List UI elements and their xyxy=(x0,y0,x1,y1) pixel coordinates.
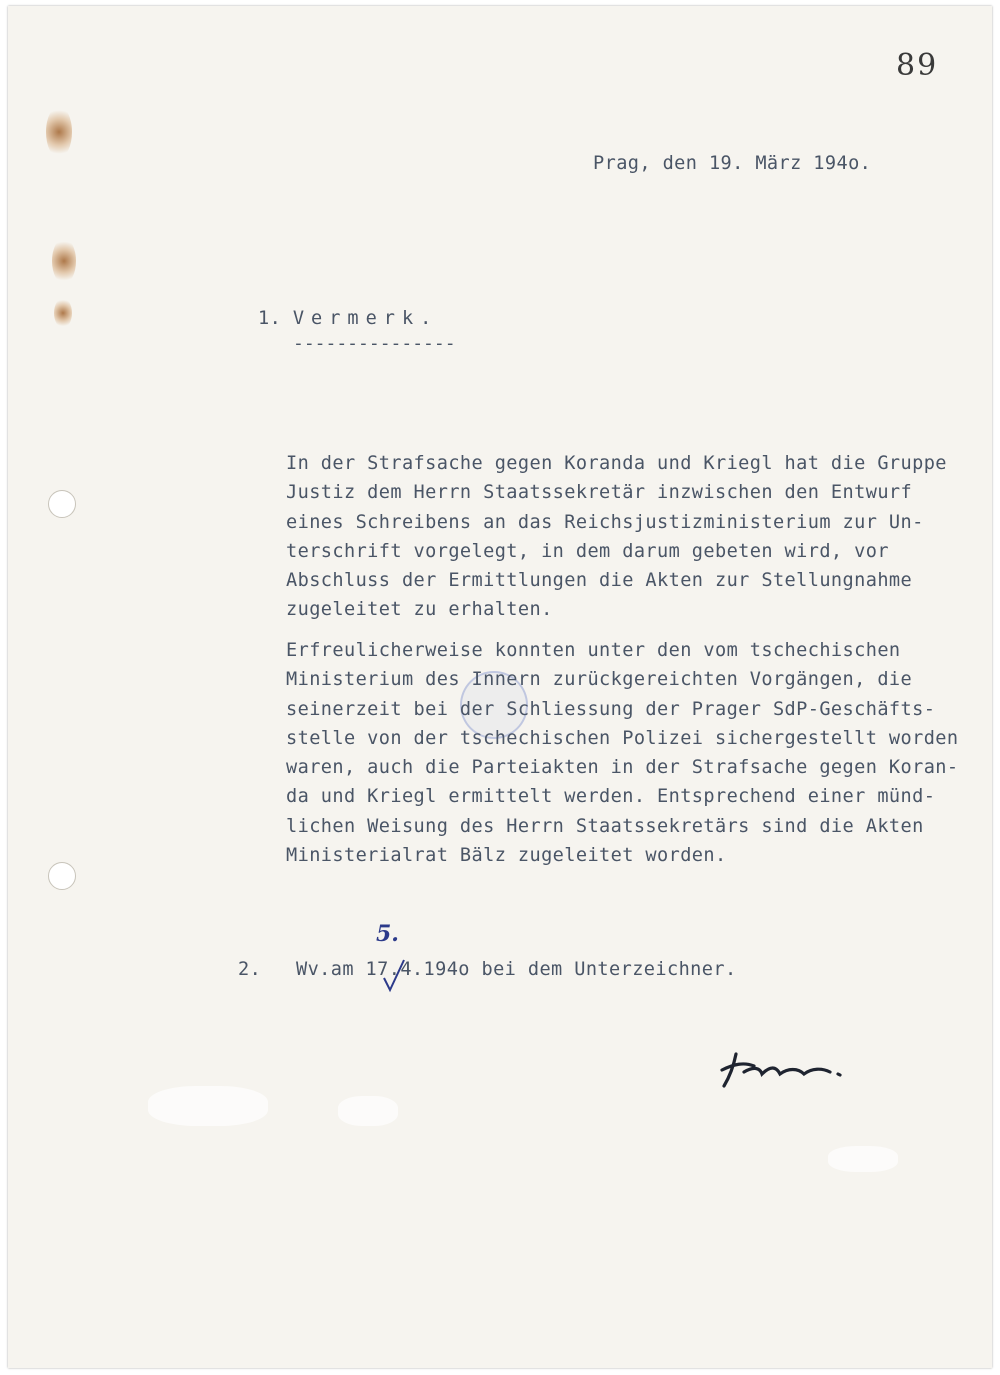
item-1-heading xyxy=(258,308,438,329)
paragraph-line: In der Strafsache gegen Koranda und Kriegl hat die Gruppe xyxy=(286,453,947,474)
paragraph-2 xyxy=(286,636,958,870)
paragraph-line: eines Schreibens an das Reichsjustizministerium zur Un- xyxy=(286,511,924,533)
paragraph-line: seinerzeit bei der Schliessung der Prager SdP-Geschäfts- xyxy=(286,698,936,720)
punch-hole xyxy=(48,490,76,518)
paragraph-line: da und Kriegl ermittelt werden. Entsprechend einer münd- xyxy=(286,786,936,808)
paragraph-line: Ministerialrat Bälz zugeleitet worden. xyxy=(286,845,727,867)
paragraph-line: waren, auch die Parteiakten in der Strafsache gegen Koran- xyxy=(286,757,959,779)
paragraph-1 xyxy=(286,449,947,625)
handwritten-correction: 5. xyxy=(376,921,399,947)
item-2-line: 2. Wv.am 17.4.194o bei dem Unterzeichner. xyxy=(238,959,737,980)
paper-wear xyxy=(338,1096,398,1126)
paragraph-line: Justiz dem Herrn Staatssekretär inzwischen den Entwurf xyxy=(286,482,913,504)
paragraph-line: Ministerium des Innern zurückgereichten Vorgängen, die xyxy=(286,669,913,691)
punch-hole xyxy=(48,862,76,890)
rust-stain xyxy=(52,238,76,284)
item-1-title: Vermerk. xyxy=(292,308,439,329)
rust-stain xyxy=(54,298,72,328)
rust-stain xyxy=(46,106,72,158)
item-1-number: 1. xyxy=(258,308,282,329)
paragraph-line: Abschluss der Ermittlungen die Akten zur Stellungnahme xyxy=(286,570,913,592)
paragraph-line: stelle von der tschechischen Polizei sichergestellt worden xyxy=(286,727,959,749)
signature xyxy=(714,1044,854,1090)
paragraph-line: lichen Weisung des Herrn Staatssekretärs sind die Akten xyxy=(286,815,924,837)
paragraph-line: zugeleitet zu erhalten. xyxy=(286,599,553,621)
paragraph-line: terschrift vorgelegt, in dem darum gebeten wird, vor xyxy=(286,540,889,562)
date-line: Prag, den 19. März 194o. xyxy=(593,153,872,174)
paragraph-line: Erfreulicherweise konnten unter den vom tschechischen xyxy=(286,640,901,661)
title-underline: --------------- xyxy=(293,333,456,354)
page-number: 89 xyxy=(896,48,939,83)
paper-wear xyxy=(828,1146,898,1172)
document-page xyxy=(8,6,992,1368)
paper-wear xyxy=(148,1086,268,1126)
